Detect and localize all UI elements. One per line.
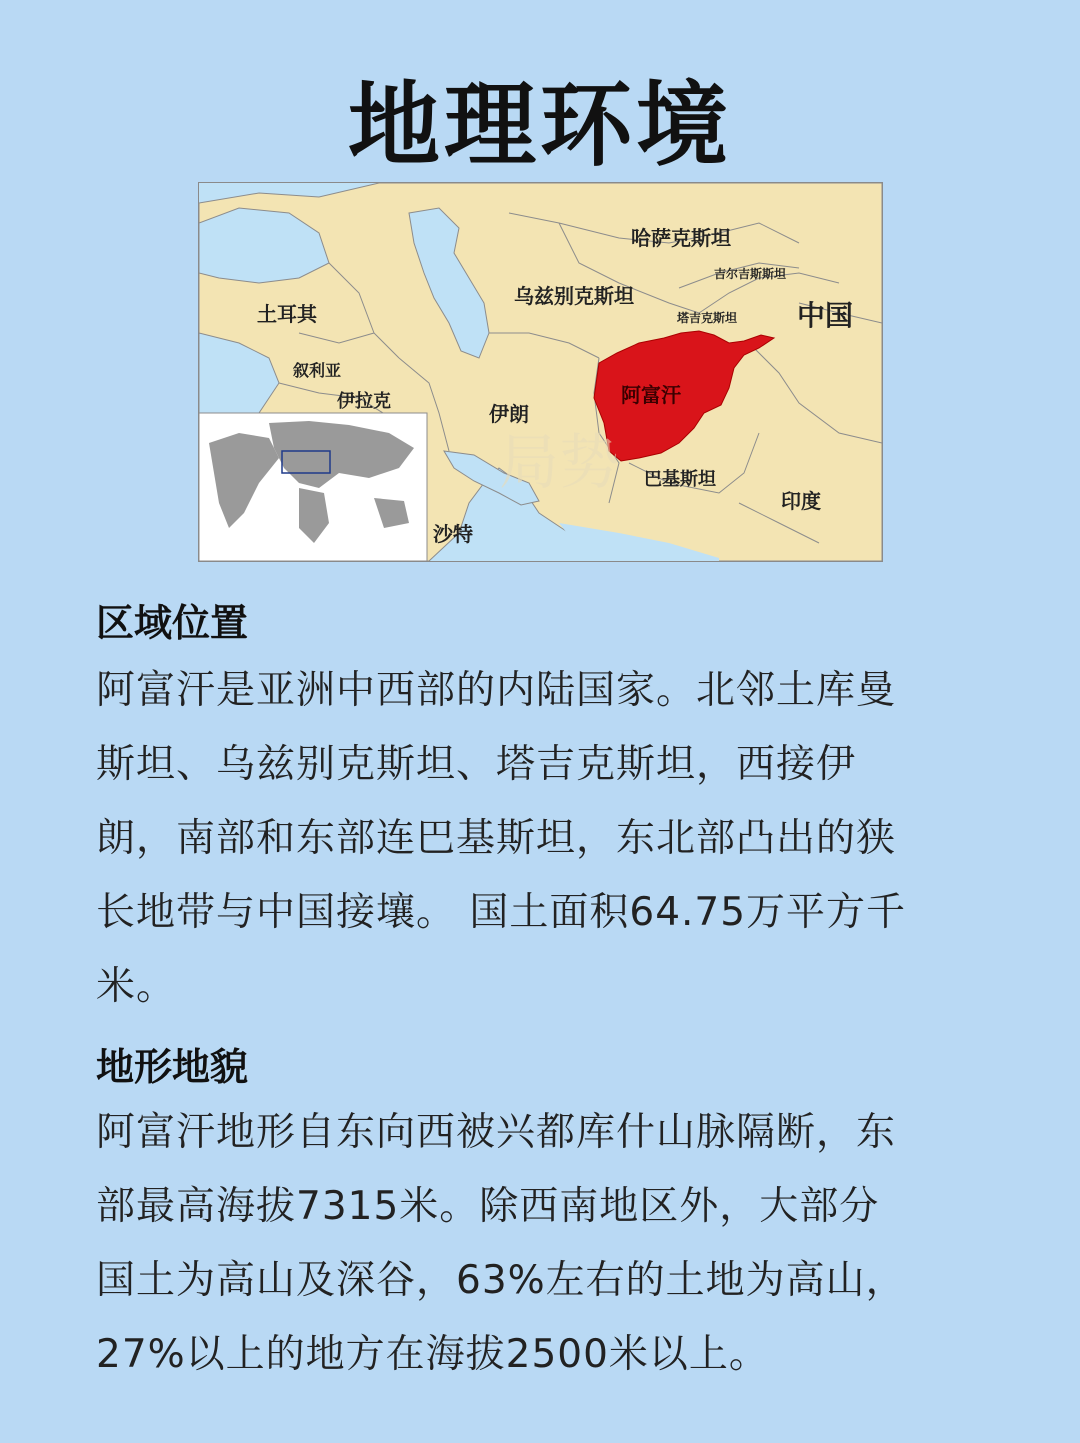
paragraph-line: 朗，南部和东部连巴基斯坦，东北部凸出的狭 [96,816,897,861]
section-paragraph-location [96,654,996,1024]
map-svg [199,183,882,561]
label-afghanistan: 阿富汗 [621,383,681,407]
label-kazakhstan: 哈萨克斯坦 [631,226,731,250]
label-turkey: 土耳其 [257,302,317,326]
label-tajikistan: 塔吉克斯坦 [677,311,738,325]
label-syria: 叙利亚 [293,361,342,380]
label-china: 中国 [797,299,854,332]
paragraph-line: 米。 [96,964,177,1009]
label-pakistan: 巴基斯坦 [644,469,716,490]
section-paragraph-terrain [96,1096,996,1392]
paragraph-line: 阿富汗是亚洲中西部的内陆国家。北邻土库曼 [96,668,897,713]
label-kyrgyzstan: 吉尔吉斯斯坦 [714,267,787,281]
paragraph-line: 部最高海拔7315米。除西南地区外，大部分 [96,1184,880,1229]
paragraph-line: 国土为高山及深谷，63%左右的土地为高山， [96,1258,906,1303]
region-map [198,182,883,562]
map-watermark: 局势 [499,428,619,498]
label-iran: 伊朗 [489,402,529,426]
section-heading-location: 区域位置 [96,601,249,645]
label-iraq: 伊拉克 [337,391,391,412]
label-saudi: 沙特 [433,522,473,546]
page-title: 地理环境 [347,72,732,179]
label-uzbekistan: 乌兹别克斯坦 [514,284,634,308]
paragraph-line: 阿富汗地形自东向西被兴都库什山脉隔断，东 [96,1110,897,1155]
paragraph-line: 27%以上的地方在海拔2500米以上。 [96,1332,769,1377]
label-india: 印度 [781,489,821,513]
paragraph-line: 长地带与中国接壤。 国土面积64.75万平方千 [96,890,907,935]
world-inset [199,413,427,561]
section-heading-terrain: 地形地貌 [96,1045,249,1089]
paragraph-line: 斯坦、乌兹别克斯坦、塔吉克斯坦，西接伊 [96,742,857,787]
